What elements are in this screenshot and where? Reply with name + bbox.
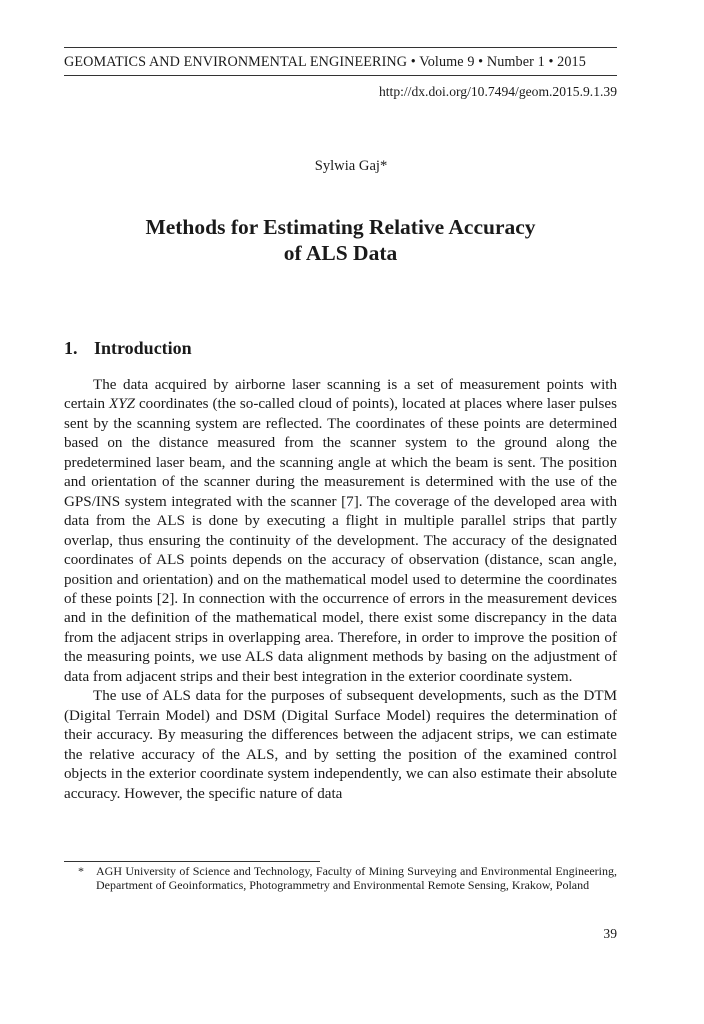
section-heading <box>64 338 192 359</box>
section-title: Introduction <box>94 338 192 358</box>
title-line-2: of ALS Data <box>283 241 398 265</box>
body-text <box>64 376 617 804</box>
footnote <box>78 865 617 892</box>
paragraph-1-part-b: coordinates (the so-called cloud of points), located at places where laser pulses sent by the scanning system are reflected. The coordinates of these points are determined based on the distance measured from the scanner system to the ground along the predetermined laser beam, and the scanning angle at which the beam is sent. The position and orientation of the scanner during the measurement is determined with the use of the GPS/INS system integrated with the scanner [7]. The coverage of the developed area with data from the ALS is done by executing a flight in multiple parallel strips that partly overlap, thus ensuring the continuity of the development. The accuracy of the designated coordinates of ALS points depends on the accuracy of observation (distance, scan angle, position and orientation) and on the mathematical model used to determine the coordinates of these points [2]. In connection with the occurrence of errors in the measurement devices and in the definition of the mathematical model, there exist some discrepancy in the data from the adjacent strips in overlapping area. Therefore, in order to improve the position of the measuring points, we use ALS data alignment methods by basing on the adjustment of data from adjacent strips and their best integration in the exterior coordinate system. <box>64 396 617 685</box>
paragraph-1 <box>64 376 617 687</box>
header-bottom-rule <box>64 75 617 76</box>
header-top-rule <box>64 47 617 48</box>
paragraph-1-part-a: The data acquired by airborne laser scanning is a set of measurement points with certain <box>64 377 617 413</box>
author-name-text: Sylwia Gaj* <box>314 158 388 174</box>
author-name <box>0 158 704 175</box>
footnote-text: AGH University of Science and Technology, Faculty of Mining Surveying and Environmental Engineering, Department of Geoinformatics, Photogrammetry and Environmental Remote Sensing, Krakow, Poland <box>96 864 617 892</box>
paragraph-2: The use of ALS data for the purposes of subsequent developments, such as the DTM (Digital Terrain Model) and DSM (Digital Surface Model) requires the determination of their accuracy. By measuring the differences between the adjacent strips, we can estimate the relative accuracy of the ALS, and by setting the position of the examined control objects in the exterior coordinate system independently, we can also estimate their absolute accuracy. However, the specific nature of data <box>64 688 617 802</box>
paragraph-1-italic: XYZ <box>109 396 136 413</box>
footnote-mark: * <box>78 864 84 878</box>
footnote-rule <box>64 861 320 862</box>
journal-header: GEOMATICS AND ENVIRONMENTAL ENGINEERING • Volume 9 • Number 1 • 2015 <box>64 54 586 70</box>
section-number: 1. <box>64 338 78 358</box>
page-number: 39 <box>603 926 617 941</box>
title-line-1: Methods for Estimating Relative Accuracy <box>145 215 536 239</box>
article-title <box>0 214 681 266</box>
doi-link[interactable]: http://dx.doi.org/10.7494/geom.2015.9.1.39 <box>378 84 617 99</box>
